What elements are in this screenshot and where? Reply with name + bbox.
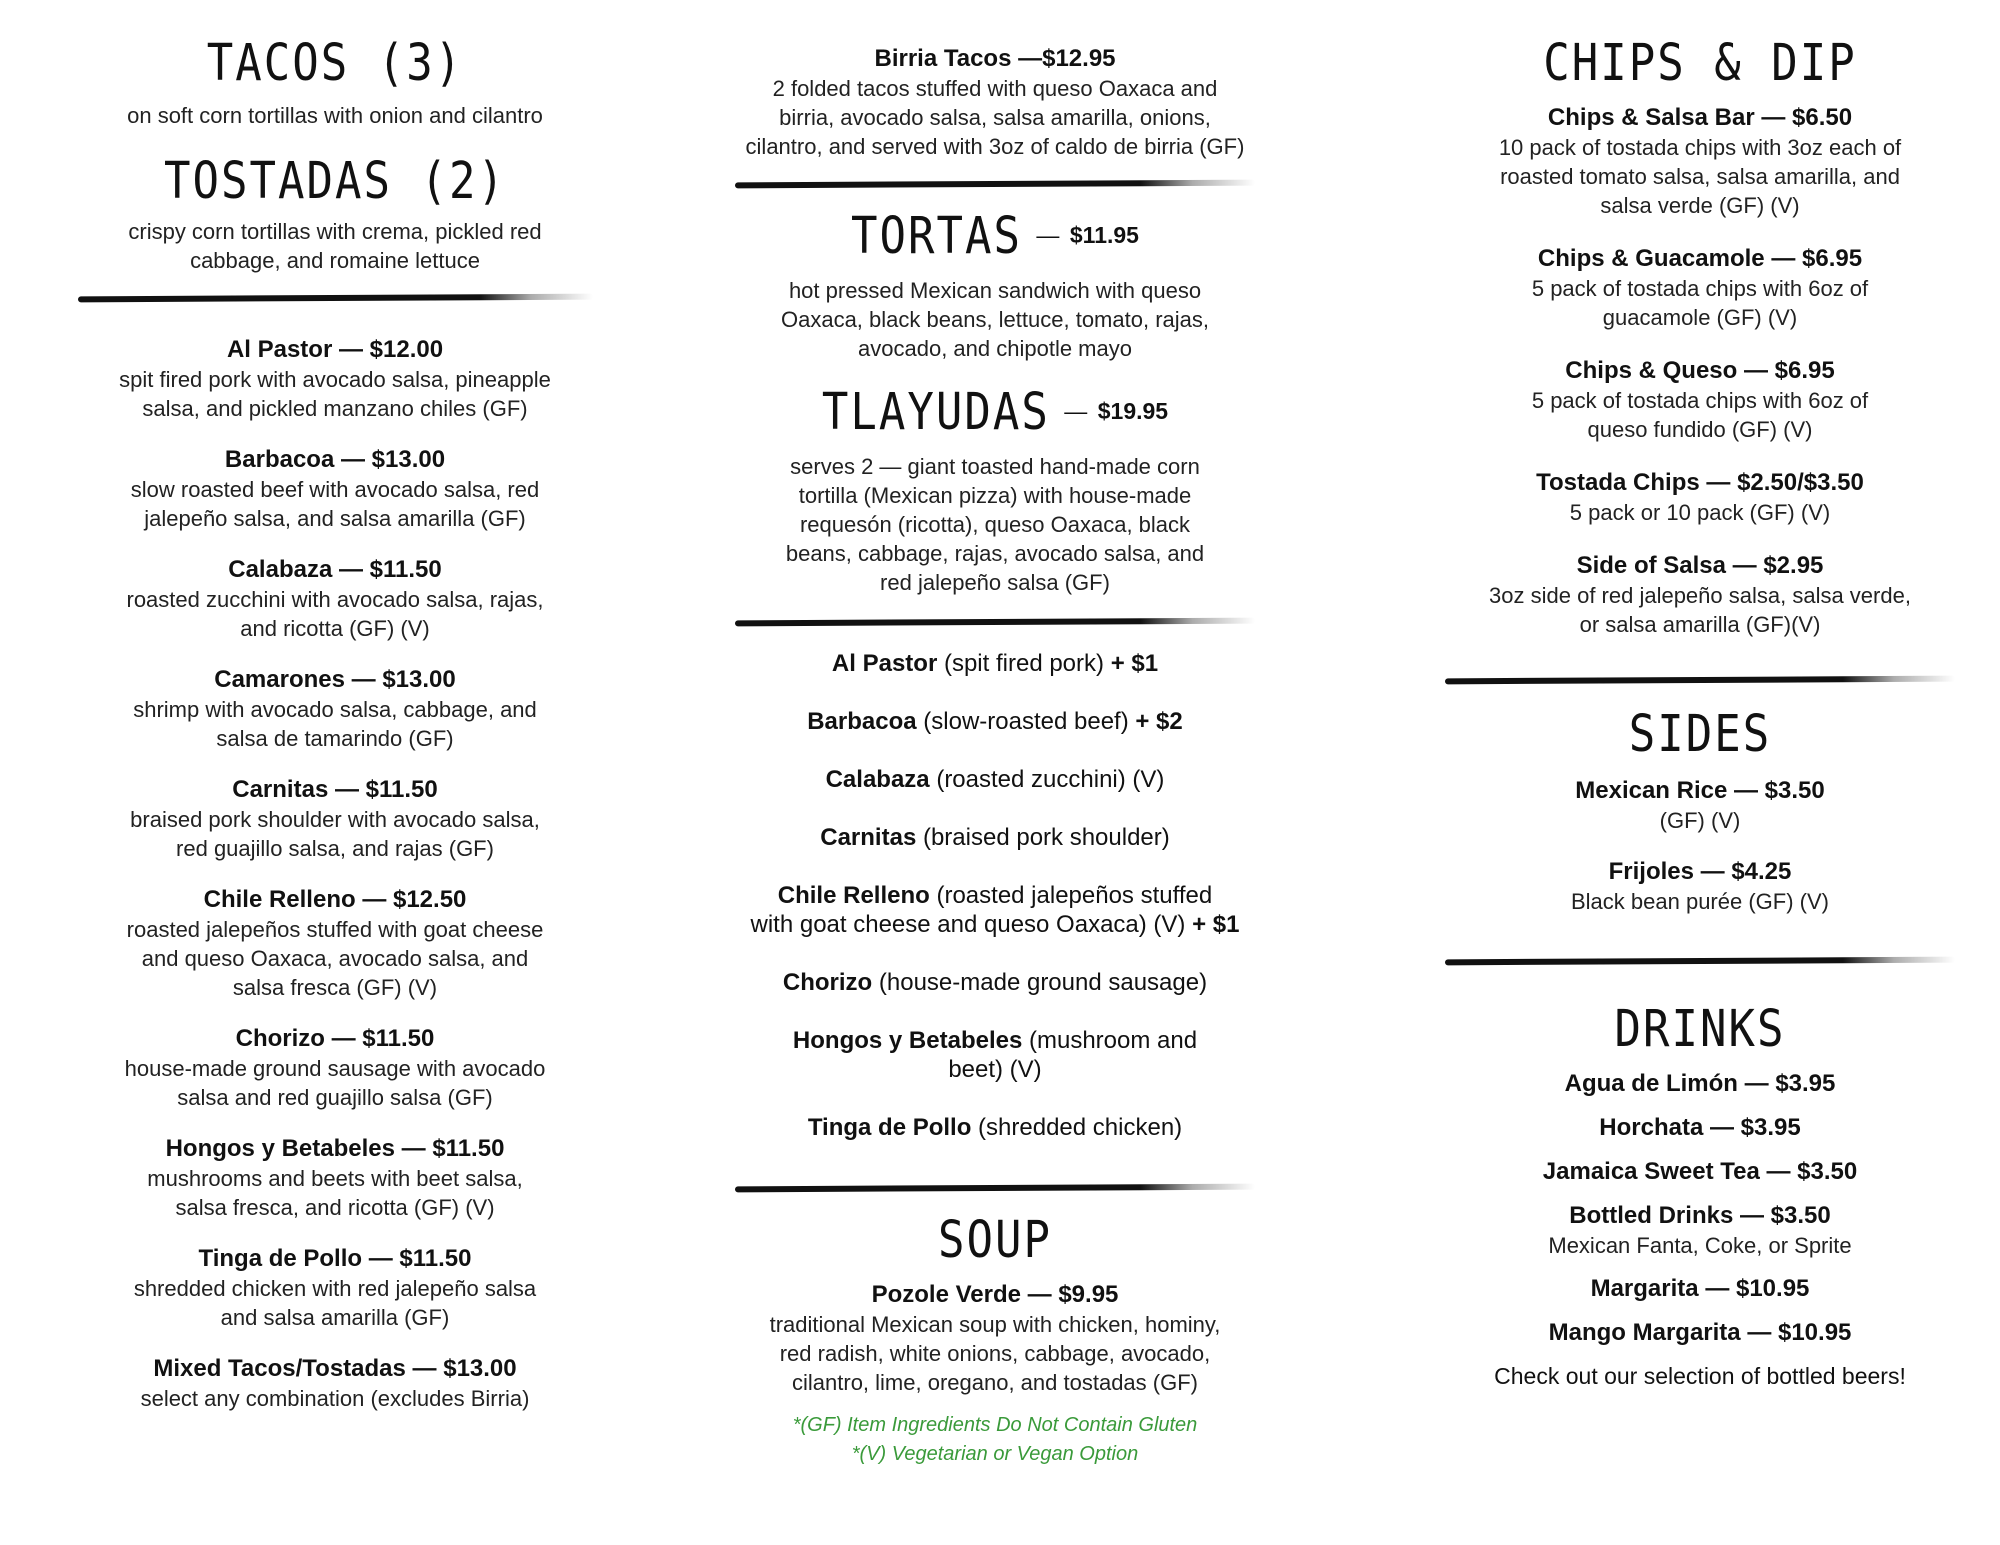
v-note: *(V) Vegetarian or Vegan Option bbox=[851, 1443, 1139, 1465]
item-description bbox=[70, 1384, 600, 1413]
filling-option bbox=[715, 765, 1275, 794]
description-line: or salsa amarilla (GF)(V) bbox=[1579, 612, 1821, 637]
description-line: salsa fresca (GF) (V) bbox=[232, 975, 438, 1000]
item-price: $9.95 bbox=[1058, 1281, 1119, 1308]
description-line: roasted jalepeños stuffed with goat cheese bbox=[126, 917, 544, 942]
item-name-line bbox=[1440, 1157, 1960, 1187]
tlayudas-price: $19.95 bbox=[1097, 398, 1169, 424]
item-name: Tostada Chips bbox=[1536, 469, 1700, 496]
item-dash: — bbox=[368, 1245, 393, 1272]
item-dash: — bbox=[362, 886, 387, 913]
description-line: salsa and red guajillo salsa (GF) bbox=[177, 1085, 493, 1110]
filling-line bbox=[715, 823, 1275, 852]
item-dash: — bbox=[412, 1355, 437, 1382]
menu-item bbox=[70, 1354, 600, 1413]
item-price: $3.95 bbox=[1775, 1070, 1836, 1097]
item-name-line bbox=[715, 1280, 1275, 1310]
item-name-line bbox=[70, 335, 600, 365]
sides-menu-list bbox=[1440, 776, 1960, 916]
item-price: $10.95 bbox=[1777, 1319, 1852, 1346]
bottled-beers-note: Check out our selection of bottled beers! bbox=[1494, 1363, 1906, 1389]
description-line: 5 pack of tostada chips with 6oz of bbox=[1531, 388, 1869, 413]
menu-item bbox=[1440, 551, 1960, 639]
item-price: $4.25 bbox=[1731, 858, 1792, 885]
item-name: Bottled Drinks bbox=[1569, 1202, 1734, 1229]
item-dash: — bbox=[1747, 1319, 1772, 1346]
filling-option bbox=[715, 1113, 1275, 1142]
item-dash: — bbox=[1732, 552, 1757, 579]
item-name-line bbox=[70, 445, 600, 475]
menu-item bbox=[70, 775, 600, 863]
tacos-heading: TACOS (3) bbox=[206, 34, 464, 93]
filling-option bbox=[715, 823, 1275, 852]
item-name-line bbox=[1440, 551, 1960, 581]
tostadas-desc-line: crispy corn tortillas with crema, pickled red bbox=[128, 219, 542, 244]
filling-detail: (shredded chicken) bbox=[971, 1114, 1183, 1141]
filling-upcharge: + $1 bbox=[1110, 650, 1159, 677]
item-description bbox=[70, 585, 600, 643]
description-line: avocado, and chipotle mayo bbox=[858, 336, 1132, 361]
tostadas-description bbox=[70, 217, 600, 275]
item-dash: — bbox=[401, 1135, 426, 1162]
item-description bbox=[1440, 581, 1960, 639]
item-name: Tinga de Pollo bbox=[198, 1245, 363, 1272]
item-name-line bbox=[70, 885, 600, 915]
filling-upcharge: + $1 bbox=[1192, 911, 1240, 938]
item-name-line bbox=[70, 1354, 600, 1384]
item-name: Mexican Rice bbox=[1575, 777, 1728, 804]
filling-name: Barbacoa bbox=[807, 708, 917, 735]
filling-name: Chorizo bbox=[782, 969, 873, 996]
description-line: requesón (ricotta), queso Oaxaca, black bbox=[799, 512, 1191, 537]
filling-upcharge: + $2 bbox=[1135, 708, 1183, 735]
item-name: Mango Margarita bbox=[1548, 1319, 1741, 1346]
filling-option bbox=[715, 649, 1275, 678]
menu-item bbox=[1440, 1069, 1960, 1099]
item-name-line bbox=[1440, 1069, 1960, 1099]
item-description bbox=[1440, 133, 1960, 220]
description-line: red guajillo salsa, and rajas (GF) bbox=[176, 836, 494, 861]
item-price: $10.95 bbox=[1735, 1275, 1810, 1302]
item-name-line bbox=[70, 665, 600, 695]
item-name-line bbox=[1440, 244, 1960, 274]
menu-item bbox=[70, 1024, 600, 1112]
sides-drinks-column bbox=[1440, 0, 1960, 1391]
tortas-price: $11.95 bbox=[1069, 222, 1139, 248]
item-dash: — bbox=[338, 336, 363, 363]
filling-line bbox=[715, 765, 1275, 794]
item-dash: — bbox=[340, 446, 365, 473]
item-description bbox=[715, 1310, 1275, 1397]
item-price: $6.50 bbox=[1792, 104, 1853, 131]
menu-item-birria-tacos bbox=[715, 44, 1275, 161]
item-name-line bbox=[1440, 103, 1960, 133]
tacos-column bbox=[70, 0, 600, 1435]
filling-detail: (roasted zucchini) (V) bbox=[929, 766, 1165, 793]
item-name: Camarones bbox=[214, 666, 345, 693]
filling-line bbox=[715, 1026, 1275, 1055]
menu-item bbox=[1440, 1318, 1960, 1348]
description-line: traditional Mexican soup with chicken, hominy, bbox=[769, 1312, 1221, 1337]
item-dash: — bbox=[1766, 1158, 1791, 1185]
item-dash: — bbox=[1709, 1114, 1734, 1141]
tlayudas-heading: TLAYUDAS bbox=[821, 383, 1050, 442]
description-line: 5 pack of tostada chips with 6oz of bbox=[1531, 276, 1869, 301]
item-price: $13.00 bbox=[371, 446, 446, 473]
item-name-line bbox=[70, 555, 600, 585]
description-line: (GF) (V) bbox=[1659, 808, 1741, 833]
filling-detail: (spit fired pork) bbox=[937, 650, 1111, 677]
filling-option bbox=[715, 881, 1275, 939]
item-price: $3.50 bbox=[1764, 777, 1825, 804]
filling-detail: (mushroom and bbox=[1022, 1027, 1198, 1054]
chips-menu-list bbox=[1440, 103, 1960, 639]
item-price: $12.95 bbox=[1042, 45, 1116, 72]
menu-item bbox=[1440, 1274, 1960, 1304]
menu-item bbox=[1440, 1201, 1960, 1260]
item-name-line bbox=[1440, 857, 1960, 887]
description-line: guacamole (GF) (V) bbox=[1602, 305, 1798, 330]
description-line: and salsa amarilla (GF) bbox=[220, 1305, 450, 1330]
item-description bbox=[1440, 386, 1960, 444]
filling-line bbox=[715, 707, 1275, 736]
menu-item bbox=[70, 1244, 600, 1332]
description-line: salsa de tamarindo (GF) bbox=[216, 726, 454, 751]
item-price: $11.50 bbox=[399, 1245, 472, 1272]
description-line: roasted tomato salsa, salsa amarilla, and bbox=[1500, 164, 1900, 189]
item-description bbox=[70, 1054, 600, 1112]
item-dash: — bbox=[1700, 858, 1725, 885]
item-name: Pozole Verde bbox=[871, 1281, 1021, 1308]
filling-name: Chile Relleno bbox=[777, 882, 930, 909]
item-name-line bbox=[70, 1244, 600, 1274]
description-line: select any combination (excludes Birria) bbox=[140, 1386, 530, 1411]
description-line: queso fundido (GF) (V) bbox=[1587, 417, 1813, 442]
description-line: and queso Oaxaca, avocado salsa, and bbox=[141, 946, 529, 971]
item-name: Margarita bbox=[1590, 1275, 1699, 1302]
filling-detail: beet) (V) bbox=[948, 1056, 1042, 1083]
item-name-line bbox=[715, 44, 1275, 74]
chips-dip-heading: CHIPS & DIP bbox=[1543, 34, 1857, 93]
item-description bbox=[1440, 498, 1960, 527]
filling-name: Calabaza bbox=[825, 766, 930, 793]
filling-line bbox=[715, 910, 1275, 939]
item-description bbox=[715, 74, 1275, 161]
menu-item bbox=[1440, 244, 1960, 332]
menu-item bbox=[1440, 857, 1960, 916]
menu-item-pozole-verde bbox=[715, 1280, 1275, 1397]
menu-item bbox=[70, 555, 600, 643]
description-line: beans, cabbage, rajas, avocado salsa, and bbox=[785, 541, 1205, 566]
item-price: $11.50 bbox=[365, 776, 438, 803]
filling-name: Tinga de Pollo bbox=[807, 1114, 972, 1141]
description-line: roasted zucchini with avocado salsa, rajas, bbox=[126, 587, 544, 612]
item-dash: — bbox=[1744, 1070, 1769, 1097]
item-price: $2.95 bbox=[1763, 552, 1824, 579]
item-description bbox=[1440, 806, 1960, 835]
heading-dash: — bbox=[1036, 222, 1060, 248]
soup-heading: SOUP bbox=[938, 1211, 1052, 1270]
filling-name: Hongos y Betabeles bbox=[792, 1027, 1023, 1054]
item-price: $3.95 bbox=[1740, 1114, 1801, 1141]
tostadas-desc-line: cabbage, and romaine lettuce bbox=[190, 248, 480, 273]
item-dash: — bbox=[1705, 1275, 1730, 1302]
tostadas-heading: TOSTADAS (2) bbox=[164, 152, 506, 211]
tortas-description bbox=[715, 276, 1275, 363]
item-price: $3.50 bbox=[1797, 1158, 1858, 1185]
item-name-line bbox=[1440, 1113, 1960, 1143]
item-name-line bbox=[70, 1024, 600, 1054]
description-line: salsa verde (GF) (V) bbox=[1600, 193, 1800, 218]
drinks-menu-list bbox=[1440, 1069, 1960, 1348]
item-dash: — bbox=[331, 1025, 356, 1052]
item-description bbox=[70, 805, 600, 863]
sides-heading: SIDES bbox=[1628, 705, 1772, 764]
dietary-notes bbox=[715, 1411, 1275, 1469]
filling-line bbox=[715, 881, 1275, 910]
item-price: $11.50 bbox=[432, 1135, 505, 1162]
menu-item bbox=[1440, 776, 1960, 835]
item-name-line bbox=[1440, 1318, 1960, 1348]
item-price: $11.50 bbox=[362, 1025, 435, 1052]
item-name: Jamaica Sweet Tea bbox=[1542, 1158, 1760, 1185]
description-line: 2 folded tacos stuffed with queso Oaxaca and bbox=[772, 76, 1218, 101]
description-line: cilantro, and served with 3oz of caldo de birria (GF) bbox=[745, 134, 1245, 159]
item-name-line bbox=[70, 775, 600, 805]
menu-item bbox=[70, 335, 600, 423]
description-line: serves 2 — giant toasted hand-made corn bbox=[790, 454, 1200, 479]
filling-detail: with goat cheese and queso Oaxaca) (V) bbox=[750, 911, 1193, 938]
item-price: $2.50/$3.50 bbox=[1737, 469, 1864, 496]
description-line: tortilla (Mexican pizza) with house-made bbox=[798, 483, 1192, 508]
filling-line bbox=[715, 649, 1275, 678]
item-name: Carnitas bbox=[232, 776, 329, 803]
item-name-line bbox=[1440, 1274, 1960, 1304]
item-dash: — bbox=[1018, 45, 1043, 72]
item-price: $11.50 bbox=[369, 556, 442, 583]
menu-item bbox=[1440, 468, 1960, 527]
description-line: red radish, white onions, cabbage, avocado, bbox=[779, 1341, 1211, 1366]
description-line: birria, avocado salsa, salsa amarilla, onions, bbox=[779, 105, 1211, 130]
item-dash: — bbox=[1771, 245, 1796, 272]
item-name: Chips & Salsa Bar bbox=[1547, 104, 1755, 131]
heading-dash: — bbox=[1064, 398, 1088, 424]
description-line: spit fired pork with avocado salsa, pineapple bbox=[119, 367, 551, 392]
filling-line bbox=[715, 1113, 1275, 1142]
item-name: Barbacoa bbox=[224, 446, 335, 473]
menu-item bbox=[70, 885, 600, 1002]
filling-name: Al Pastor bbox=[831, 650, 938, 677]
menu-item bbox=[70, 665, 600, 753]
filling-detail: (slow-roasted beef) bbox=[916, 708, 1136, 735]
filling-name: Carnitas bbox=[820, 824, 917, 851]
item-price: $12.50 bbox=[392, 886, 467, 913]
taco-menu-list bbox=[70, 335, 600, 1413]
description-line: Mexican Fanta, Coke, or Sprite bbox=[1548, 1233, 1852, 1258]
description-line: 10 pack of tostada chips with 3oz each of bbox=[1498, 135, 1902, 160]
tacos-description: on soft corn tortillas with onion and cilantro bbox=[127, 103, 543, 128]
tortas-heading-row bbox=[715, 207, 1275, 266]
item-description bbox=[1440, 1231, 1960, 1260]
description-line: salsa, and pickled manzano chiles (GF) bbox=[142, 396, 528, 421]
item-description bbox=[70, 1164, 600, 1222]
item-dash: — bbox=[1027, 1281, 1052, 1308]
filling-options-list bbox=[715, 649, 1275, 1142]
item-dash: — bbox=[1706, 469, 1731, 496]
item-dash: — bbox=[1743, 357, 1768, 384]
item-description bbox=[70, 475, 600, 533]
item-name-line bbox=[1440, 1201, 1960, 1231]
description-line: and ricotta (GF) (V) bbox=[240, 616, 430, 641]
menu-item bbox=[1440, 103, 1960, 220]
item-name: Al Pastor bbox=[226, 336, 333, 363]
description-line: jalepeño salsa, and salsa amarilla (GF) bbox=[144, 506, 526, 531]
description-line: mushrooms and beets with beet salsa, bbox=[147, 1166, 523, 1191]
menu-item bbox=[1440, 356, 1960, 444]
item-name: Side of Salsa bbox=[1576, 552, 1726, 579]
item-name: Chile Relleno bbox=[203, 886, 356, 913]
drinks-heading: DRINKS bbox=[1614, 1000, 1786, 1059]
item-name: Calabaza bbox=[228, 556, 333, 583]
filling-option bbox=[715, 968, 1275, 997]
description-line: braised pork shoulder with avocado salsa, bbox=[130, 807, 540, 832]
item-description bbox=[70, 915, 600, 1002]
gf-note: *(GF) Item Ingredients Do Not Contain Gluten bbox=[792, 1414, 1198, 1436]
filling-option bbox=[715, 707, 1275, 736]
item-price: $12.00 bbox=[369, 336, 444, 363]
item-name: Frijoles bbox=[1608, 858, 1694, 885]
item-description bbox=[70, 365, 600, 423]
item-description bbox=[1440, 274, 1960, 332]
menu-item bbox=[1440, 1113, 1960, 1143]
description-line: slow roasted beef with avocado salsa, red bbox=[130, 477, 540, 502]
filling-line bbox=[715, 1055, 1275, 1084]
tlayudas-heading-row bbox=[715, 383, 1275, 442]
item-dash: — bbox=[1734, 777, 1758, 804]
tlayudas-description bbox=[715, 452, 1275, 597]
item-dash: — bbox=[338, 556, 363, 583]
item-dash: — bbox=[1739, 1202, 1764, 1229]
description-line: Black bean purée (GF) (V) bbox=[1571, 889, 1829, 914]
item-dash: — bbox=[351, 666, 376, 693]
filling-detail: (house-made ground sausage) bbox=[872, 969, 1208, 996]
description-line: 5 pack or 10 pack (GF) (V) bbox=[1569, 500, 1831, 525]
filling-detail: (braised pork shoulder) bbox=[916, 824, 1170, 851]
item-description bbox=[70, 695, 600, 753]
item-name: Hongos y Betabeles bbox=[165, 1135, 395, 1162]
filling-detail: (roasted jalepeños stuffed bbox=[929, 882, 1213, 909]
item-name: Horchata bbox=[1599, 1114, 1704, 1141]
description-line: 3oz side of red jalepeño salsa, salsa verde, bbox=[1489, 583, 1911, 608]
item-price: $6.95 bbox=[1802, 245, 1863, 272]
item-name-line bbox=[1440, 776, 1960, 806]
tortas-heading: TORTAS bbox=[851, 207, 1022, 266]
description-line: red jalepeño salsa (GF) bbox=[880, 570, 1110, 595]
description-line: house-made ground sausage with avocado bbox=[124, 1056, 546, 1081]
filling-option bbox=[715, 1026, 1275, 1084]
center-column bbox=[715, 0, 1275, 1469]
description-line: salsa fresca, and ricotta (GF) (V) bbox=[175, 1195, 495, 1220]
item-name: Chips & Guacamole bbox=[1537, 245, 1765, 272]
description-line: cilantro, lime, oregano, and tostadas (GF) bbox=[792, 1370, 1198, 1395]
item-price: $13.00 bbox=[382, 666, 456, 693]
item-price: $13.00 bbox=[443, 1355, 517, 1382]
item-description bbox=[70, 1274, 600, 1332]
item-name-line bbox=[1440, 356, 1960, 386]
item-dash: — bbox=[334, 776, 359, 803]
item-name-line bbox=[1440, 468, 1960, 498]
item-description bbox=[1440, 887, 1960, 916]
item-name: Mixed Tacos/Tostadas bbox=[153, 1355, 406, 1382]
item-name-line bbox=[70, 1134, 600, 1164]
description-line: shrimp with avocado salsa, cabbage, and bbox=[133, 697, 537, 722]
item-price: $3.50 bbox=[1770, 1202, 1831, 1229]
description-line: hot pressed Mexican sandwich with queso bbox=[788, 278, 1202, 303]
item-dash: — bbox=[1761, 104, 1786, 131]
item-name: Chorizo bbox=[235, 1025, 325, 1052]
description-line: shredded chicken with red jalepeño salsa bbox=[133, 1276, 537, 1301]
menu-item bbox=[70, 445, 600, 533]
description-line: Oaxaca, black beans, lettuce, tomato, rajas, bbox=[780, 307, 1209, 332]
menu-item bbox=[70, 1134, 600, 1222]
item-name: Birria Tacos bbox=[874, 45, 1012, 72]
item-name: Chips & Queso bbox=[1565, 357, 1738, 384]
item-price: $6.95 bbox=[1774, 357, 1835, 384]
item-name: Agua de Limón bbox=[1564, 1070, 1738, 1097]
filling-line bbox=[715, 968, 1275, 997]
menu-item bbox=[1440, 1157, 1960, 1187]
